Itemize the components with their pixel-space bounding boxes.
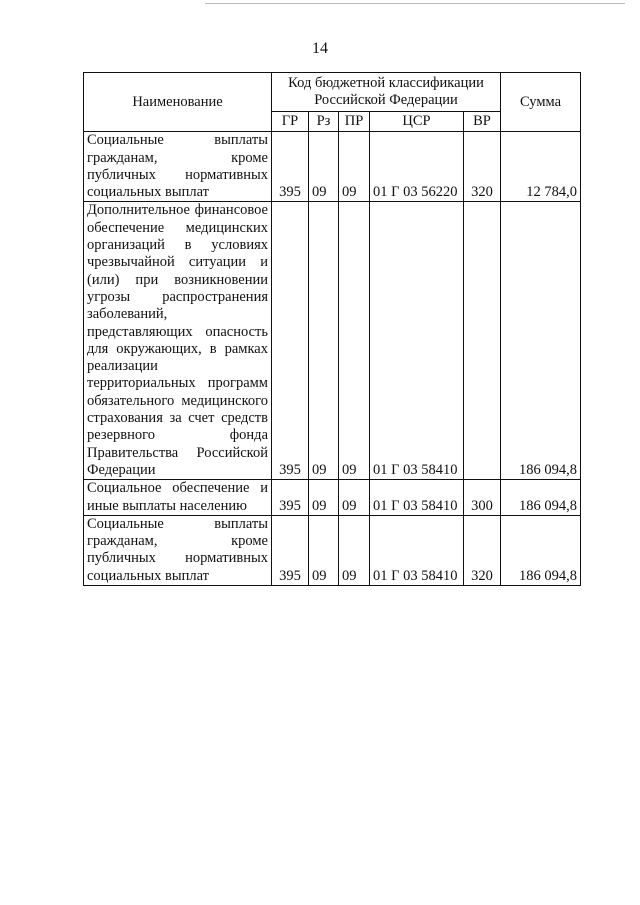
row-sum: 186 094,8 bbox=[501, 515, 581, 585]
row-vr: 320 bbox=[464, 515, 501, 585]
row-csr: 01 Г 03 58410 bbox=[370, 480, 464, 516]
table-row bbox=[84, 202, 581, 480]
page-top-rule bbox=[205, 0, 625, 4]
row-sum: 186 094,8 bbox=[501, 480, 581, 516]
page-number: 14 bbox=[312, 40, 328, 57]
header-rz: Рз bbox=[309, 112, 339, 132]
row-name: Социальные выплаты гражданам, кроме публичных нормативных социальных выплат bbox=[84, 132, 272, 202]
row-name: Социальные выплаты гражданам, кроме публичных нормативных социальных выплат bbox=[84, 515, 272, 585]
row-pr: 09 bbox=[339, 132, 370, 202]
row-csr: 01 Г 03 58410 bbox=[370, 515, 464, 585]
row-rz: 09 bbox=[309, 480, 339, 516]
row-sum: 12 784,0 bbox=[501, 132, 581, 202]
header-vr: ВР bbox=[464, 112, 501, 132]
header-gr: ГР bbox=[272, 112, 309, 132]
row-gr: 395 bbox=[272, 480, 309, 516]
row-vr: 320 bbox=[464, 132, 501, 202]
row-vr bbox=[464, 202, 501, 480]
row-gr: 395 bbox=[272, 515, 309, 585]
row-csr: 01 Г 03 58410 bbox=[370, 202, 464, 480]
row-csr: 01 Г 03 56220 bbox=[370, 132, 464, 202]
row-pr: 09 bbox=[339, 515, 370, 585]
header-csr: ЦСР bbox=[370, 112, 464, 132]
budget-table bbox=[83, 72, 581, 586]
row-name: Социальное обеспечение и иные выплаты населению bbox=[84, 480, 272, 516]
row-name: Дополнительное финансовое обеспечение медицинских организаций в условиях чрезвычайной ситуации и (или) при возникновении угрозы распространения заболеваний, представляющих опасность для окружающих, в рамках реализации территориальных программ обязательного медицинского страхования за счет средств резервного фонда Правительства Российской Федерации bbox=[84, 202, 272, 480]
header-sum: Сумма bbox=[501, 73, 581, 132]
row-rz: 09 bbox=[309, 515, 339, 585]
table-row bbox=[84, 515, 581, 585]
table-header bbox=[84, 73, 581, 132]
header-code-group: Код бюджетной классификации Российской Федерации bbox=[272, 73, 501, 112]
row-pr: 09 bbox=[339, 202, 370, 480]
table-row bbox=[84, 480, 581, 516]
row-sum: 186 094,8 bbox=[501, 202, 581, 480]
row-vr: 300 bbox=[464, 480, 501, 516]
table-body bbox=[84, 132, 581, 586]
row-rz: 09 bbox=[309, 132, 339, 202]
row-pr: 09 bbox=[339, 480, 370, 516]
row-gr: 395 bbox=[272, 202, 309, 480]
header-name: Наименование bbox=[84, 73, 272, 132]
row-gr: 395 bbox=[272, 132, 309, 202]
table-row bbox=[84, 132, 581, 202]
row-rz: 09 bbox=[309, 202, 339, 480]
header-pr: ПР bbox=[339, 112, 370, 132]
